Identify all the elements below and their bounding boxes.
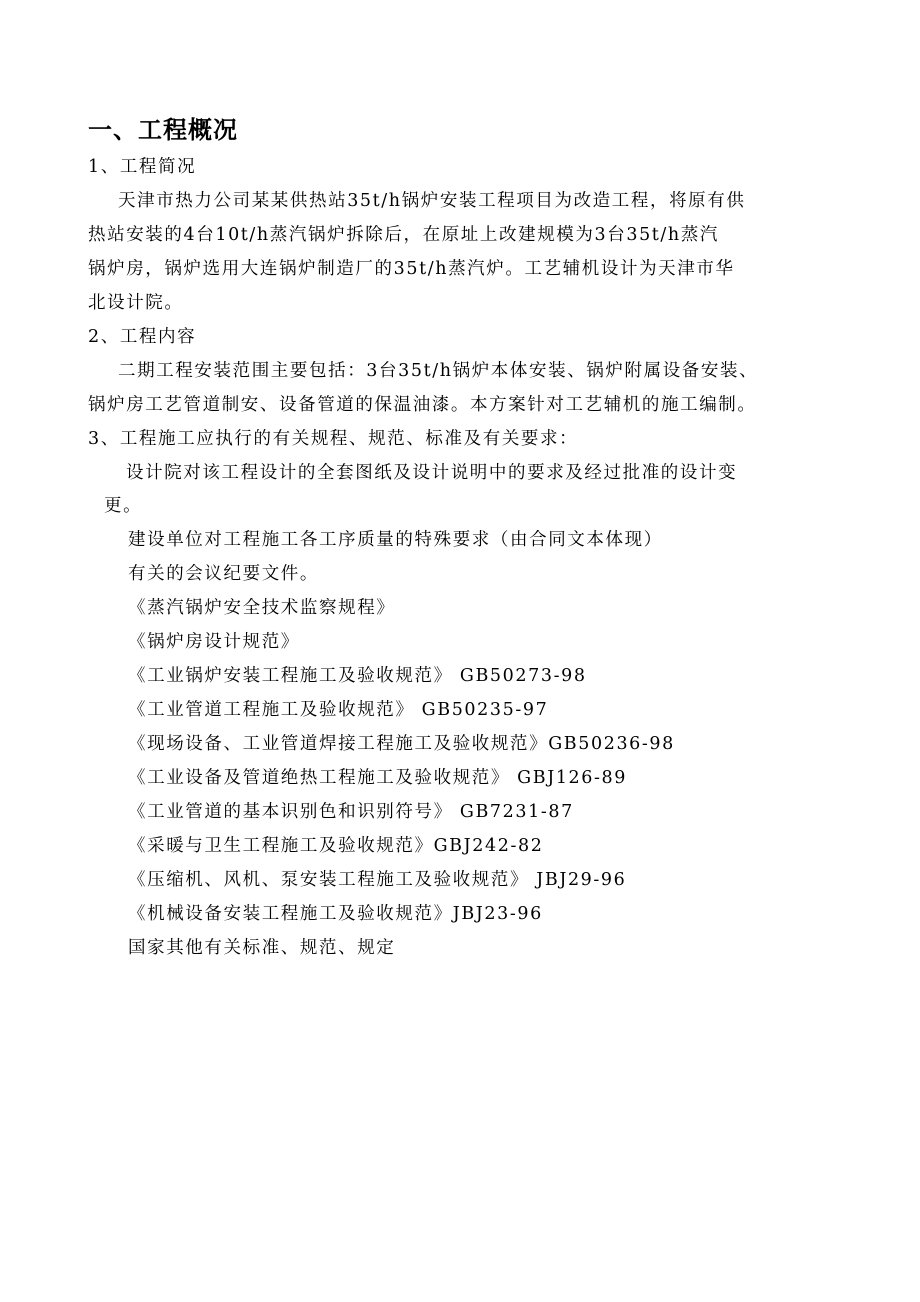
reference-item: 《工业管道工程施工及验收规范》 GB50235-97 <box>128 700 549 720</box>
reference-item: 《采暖与卫生工程施工及验收规范》GBJ242-82 <box>128 836 544 856</box>
section-1-title: 1、工程简况 <box>88 157 197 177</box>
reference-item: 建设单位对工程施工各工序质量的特殊要求（由合同文本体现） <box>128 530 663 550</box>
section-1-paragraph-line: 天津市热力公司某某供热站35t/h锅炉安装工程项目为改造工程，将原有供 <box>118 191 746 211</box>
section-2-paragraph-line: 二期工程安装范围主要包括：3台35t/h锅炉本体安装、锅炉附属设备安装、 <box>118 361 759 381</box>
section-1-paragraph-line: 热站安装的4台10t/h蒸汽锅炉拆除后，在原址上改建规模为3台35t/h蒸汽 <box>88 225 720 245</box>
reference-item: 《工业管道的基本识别色和识别符号》 GB7231-87 <box>128 802 574 822</box>
reference-item: 《锅炉房设计规范》 <box>128 632 300 652</box>
section-3-title: 3、工程施工应执行的有关规程、规范、标准及有关要求： <box>88 429 579 449</box>
reference-item: 《工业设备及管道绝热工程施工及验收规范》 GBJ126-89 <box>128 768 627 788</box>
section-1-paragraph-line: 锅炉房，锅炉选用大连锅炉制造厂的35t/h蒸汽炉。工艺辅机设计为天津市华 <box>88 259 735 279</box>
document-heading: 一、工程概况 <box>88 115 238 144</box>
section-2-paragraph-line: 锅炉房工艺管道制安、设备管道的保温油漆。本方案针对工艺辅机的施工编制。 <box>88 395 757 415</box>
reference-item: 《现场设备、工业管道焊接工程施工及验收规范》GB50236-98 <box>128 734 675 754</box>
section-3-design-line: 更。 <box>104 496 143 516</box>
section-2-title: 2、工程内容 <box>88 327 197 347</box>
reference-item: 国家其他有关标准、规范、规定 <box>128 938 396 958</box>
section-3-design-line: 设计院对该工程设计的全套图纸及设计说明中的要求及经过批准的设计变 <box>126 463 738 483</box>
reference-item: 《蒸汽锅炉安全技术监察规程》 <box>128 598 396 618</box>
reference-item: 《压缩机、风机、泵安装工程施工及验收规范》 JBJ29-96 <box>128 870 627 890</box>
reference-item: 《工业锅炉安装工程施工及验收规范》 GB50273-98 <box>128 666 587 686</box>
section-1-paragraph-line: 北设计院。 <box>88 293 184 313</box>
reference-item: 有关的会议纪要文件。 <box>128 564 319 584</box>
reference-item: 《机械设备安装工程施工及验收规范》JBJ23-96 <box>128 904 543 924</box>
